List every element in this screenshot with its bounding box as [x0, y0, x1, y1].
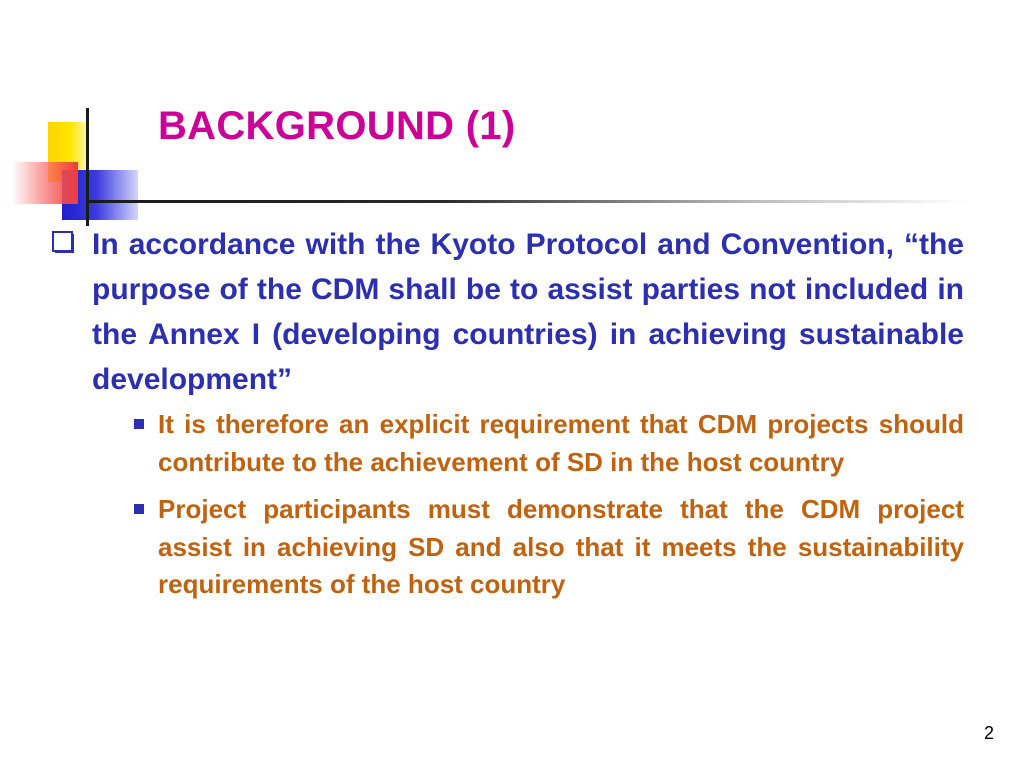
- bullet-point-text: Project participants must demonstrate that the CDM project assist in achieving SD and also that it meets the sustainability requirements of the host country: [158, 494, 964, 599]
- decorative-logo: [0, 100, 150, 230]
- bullet-point-level2: [132, 406, 964, 481]
- title-underline: [88, 200, 968, 203]
- checkbox-bullet-icon: [52, 231, 76, 255]
- bullet-point-text: In accordance with the Kyoto Protocol and Convention, “the purpose of the CDM shall be to assist parties not included in the Annex I (developing countries) in achieving sustainable development”: [92, 228, 964, 396]
- bullet-point-text: It is therefore an explicit requirement that CDM projects should contribute to the achievement of SD in the host country: [158, 409, 964, 477]
- vertical-line-decoration: [86, 108, 89, 226]
- slide-body: [48, 222, 964, 604]
- square-bullet-icon: [134, 419, 144, 429]
- red-square-decoration: [12, 162, 78, 204]
- bullet-point-level2: [132, 491, 964, 604]
- page-number: 2: [983, 723, 994, 743]
- slide-title: BACKGROUND (1): [158, 104, 516, 148]
- bullet-point-level1: [48, 222, 964, 402]
- square-bullet-icon: [134, 504, 144, 514]
